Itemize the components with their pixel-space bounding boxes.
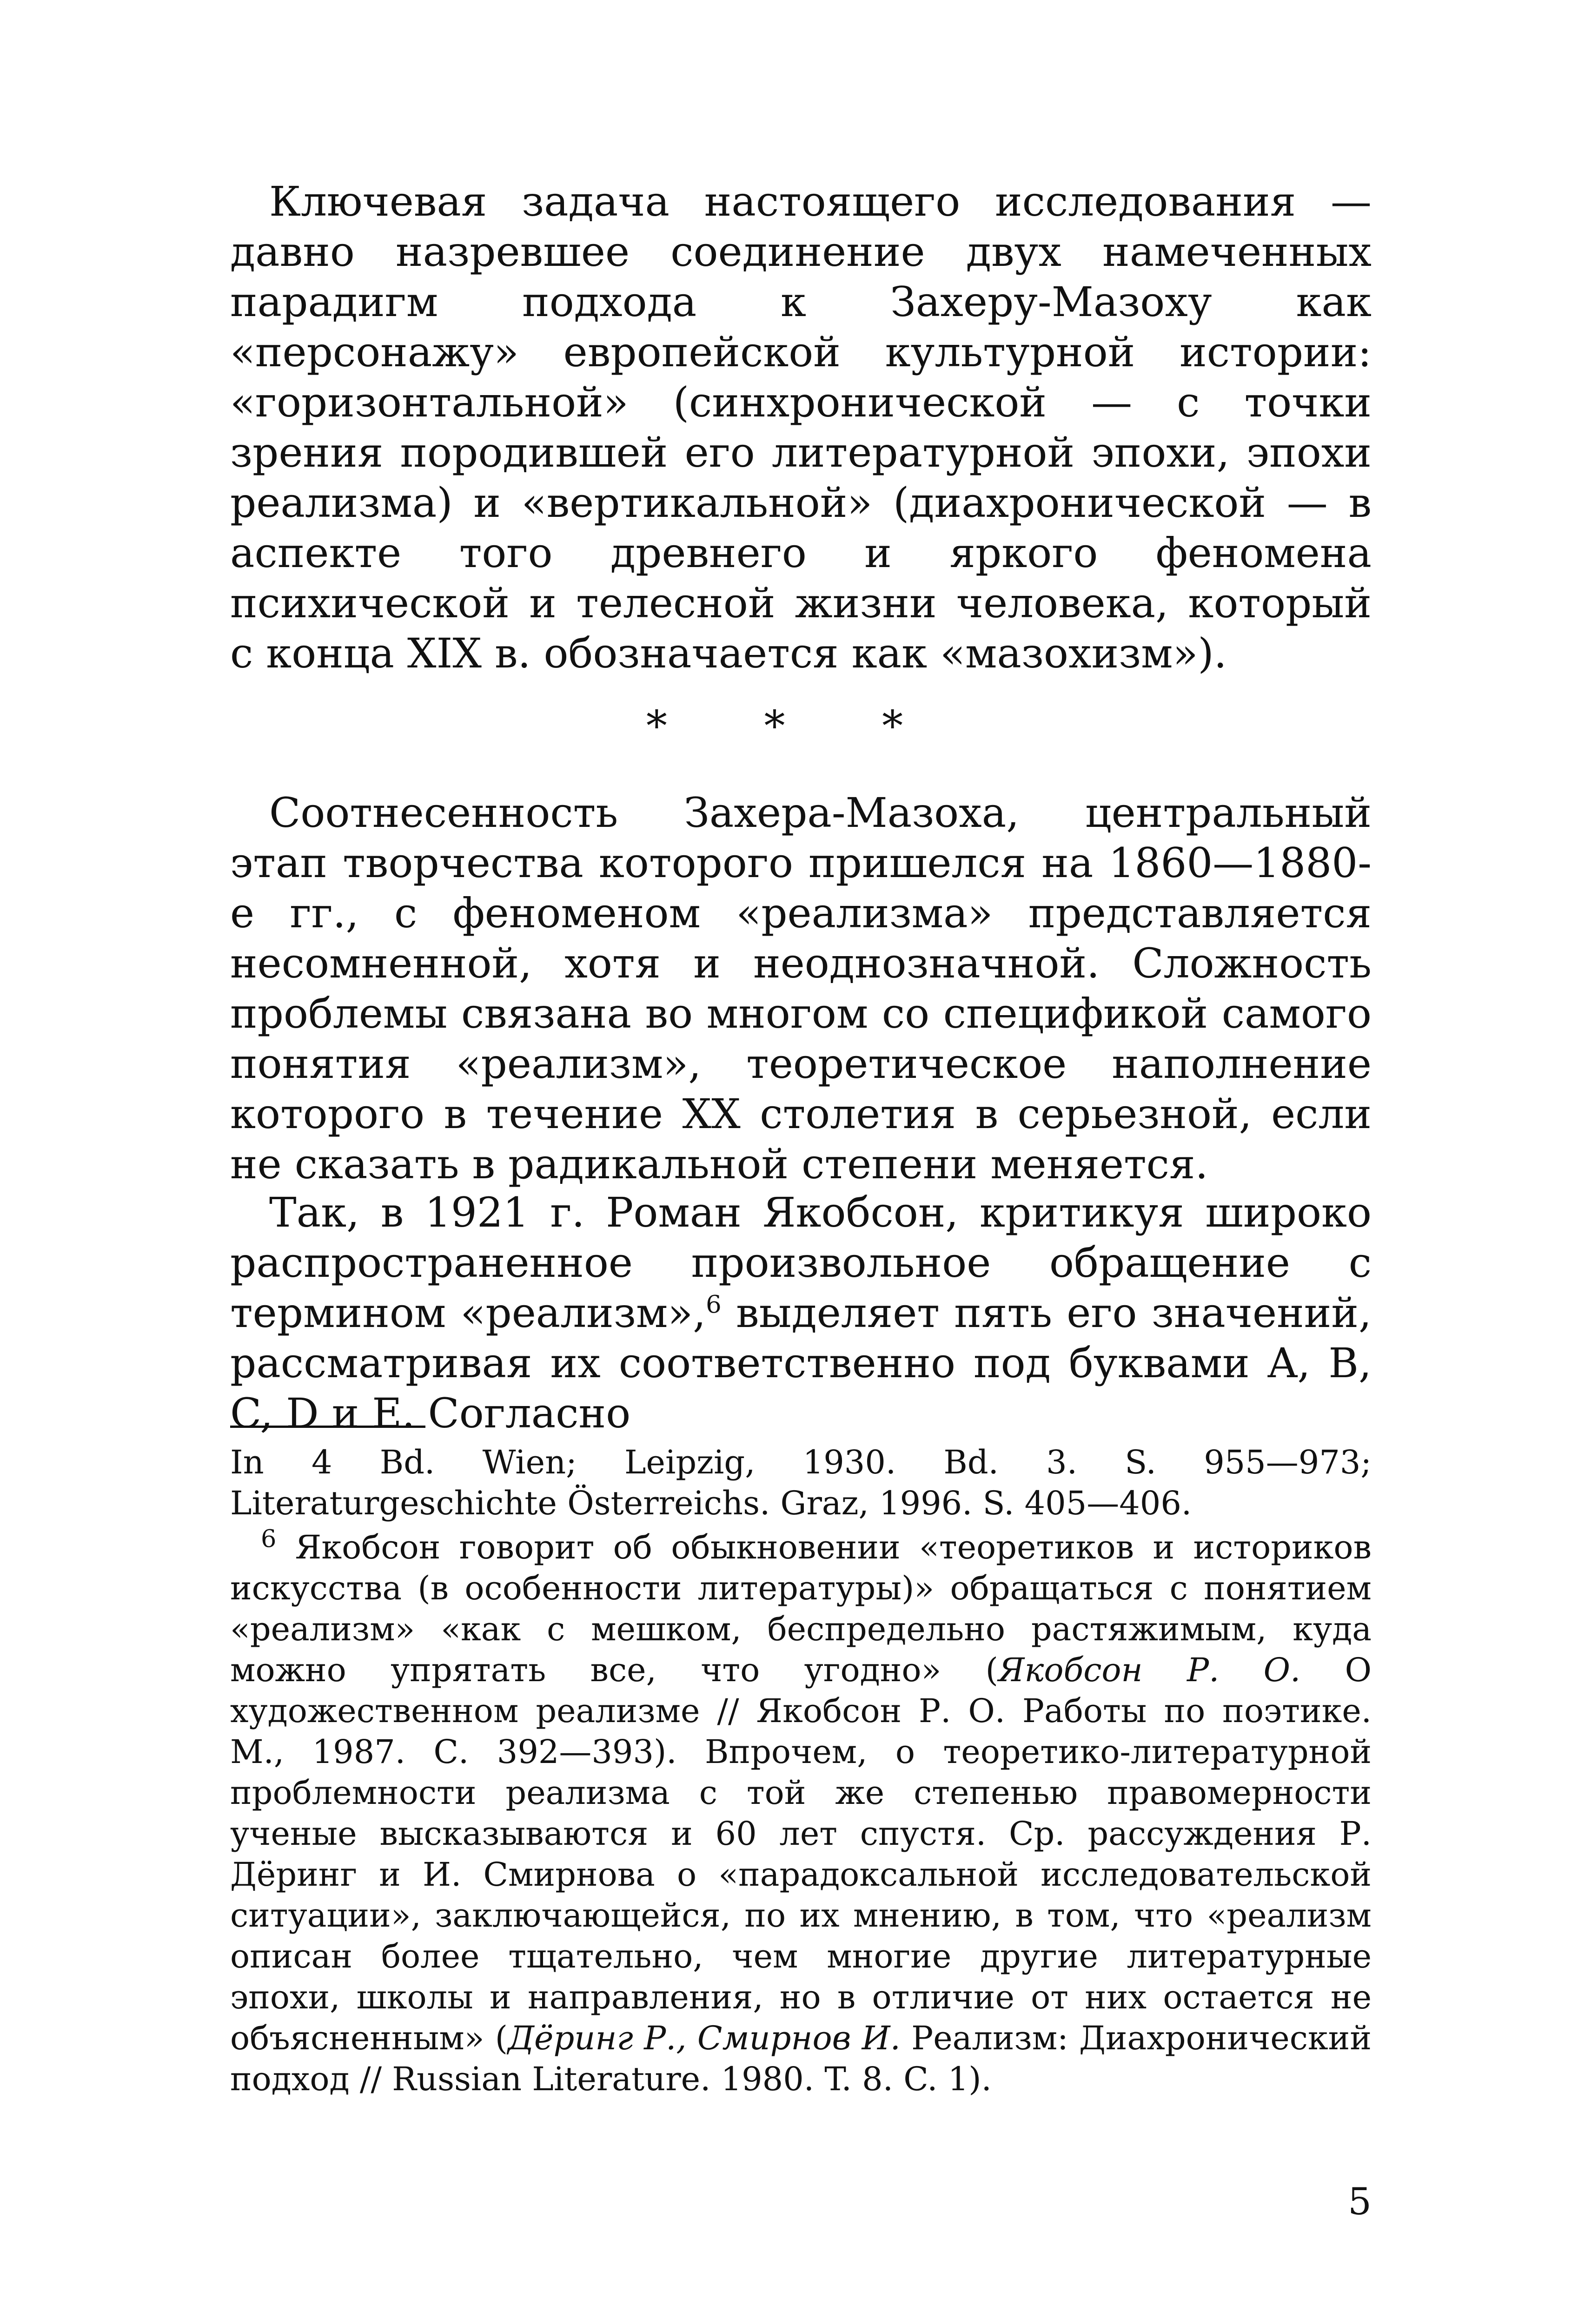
paragraph-jakobson-text-end: выделяет пять его значений, рассматривая их соответственно под буквами A, B, C, D и E. Согласно [230, 1289, 1372, 1437]
footnote-6-text-b: О художественном реализме // Якобсон Р. О. Работы по поэтике. М., 1987. С. 392—393). Впрочем, о теоретико-литературной проблемности реализма с той же степенью правомерности ученые высказываются и 60 лет спустя. Ср. рассуждения Р. Дёринг и И. Смирнова о «парадоксальной исследовательской ситуации», заключающейся, по их мнению, в том, что «реализм описан более тщательно, чем многие другие литературные эпохи, школы и направления, но в отличие от них остается не объясненным» ( [230, 1651, 1372, 2057]
paragraph-realism-relation: Соотнесенность Захера-Мазоха, центральный этап творчества которого пришелся на 1860—1880-е гг., с феноменом «реализма» представляется несомненной, хотя и неоднозначной. Сложность проблемы связана во многом со спецификой самого понятия «реализм», теоретическое наполнение которого в течение XX столетия в серьезной, если не сказать в радикальной степени меняется. [230, 789, 1372, 1188]
footnote-6-author-jakobson: Якобсон Р. О. [998, 1651, 1301, 1689]
footnote-ref-6: 6 [706, 1290, 722, 1319]
paragraph-jakobson [230, 1188, 1372, 1439]
footnote-6-marker: 6 [261, 1525, 277, 1553]
footnote-6-text-c: Реализм: Диахронический подход // Russian Literature. 1980. T. 8. C. 1). [230, 2019, 1372, 2098]
footnote-6 [230, 1527, 1372, 2100]
paragraph-jakobson-text-start: Так, в 1921 г. Роман Якобсон, критикуя широко распространенное произвольное обращение с термином «реализм», [230, 1188, 1372, 1337]
footnote-divider [230, 1426, 425, 1428]
paragraph-research-goal: Ключевая задача настоящего исследования — давно назревшее соединение двух намеченных парадигм подхода к Захеру-Мазоху как «персонажу» европейской культурной истории: «горизонтальной» (синхронической — с точки зрения породившей его литературной эпохи, эпохи реализма) и «вертикальной» (диахронической — в аспекте того древнего и яркого феномена психической и телесной жизни человека, который с конца XIX в. обозначается как «мазохизм»). [230, 178, 1372, 677]
section-separator: * * * [646, 702, 945, 751]
footnote-6-author-doering-smirnov: Дёринг Р., Смирнов И. [508, 2019, 901, 2057]
page-number: 5 [1348, 2180, 1372, 2223]
footnote-6-text-a: Якобсон говорит об обыкновении «теоретиков и историков искусства (в особенности литературы)» обращаться с понятием «реализм» «как с мешком, беспредельно растяжимым, куда можно упрятать все, что угодно» ( [230, 1528, 1372, 1689]
footnote-continued: In 4 Bd. Wien; Leipzig, 1930. Bd. 3. S. 955—973; Literaturgeschichte Österreichs. Graz, 1996. S. 405—406. [230, 1443, 1372, 1522]
